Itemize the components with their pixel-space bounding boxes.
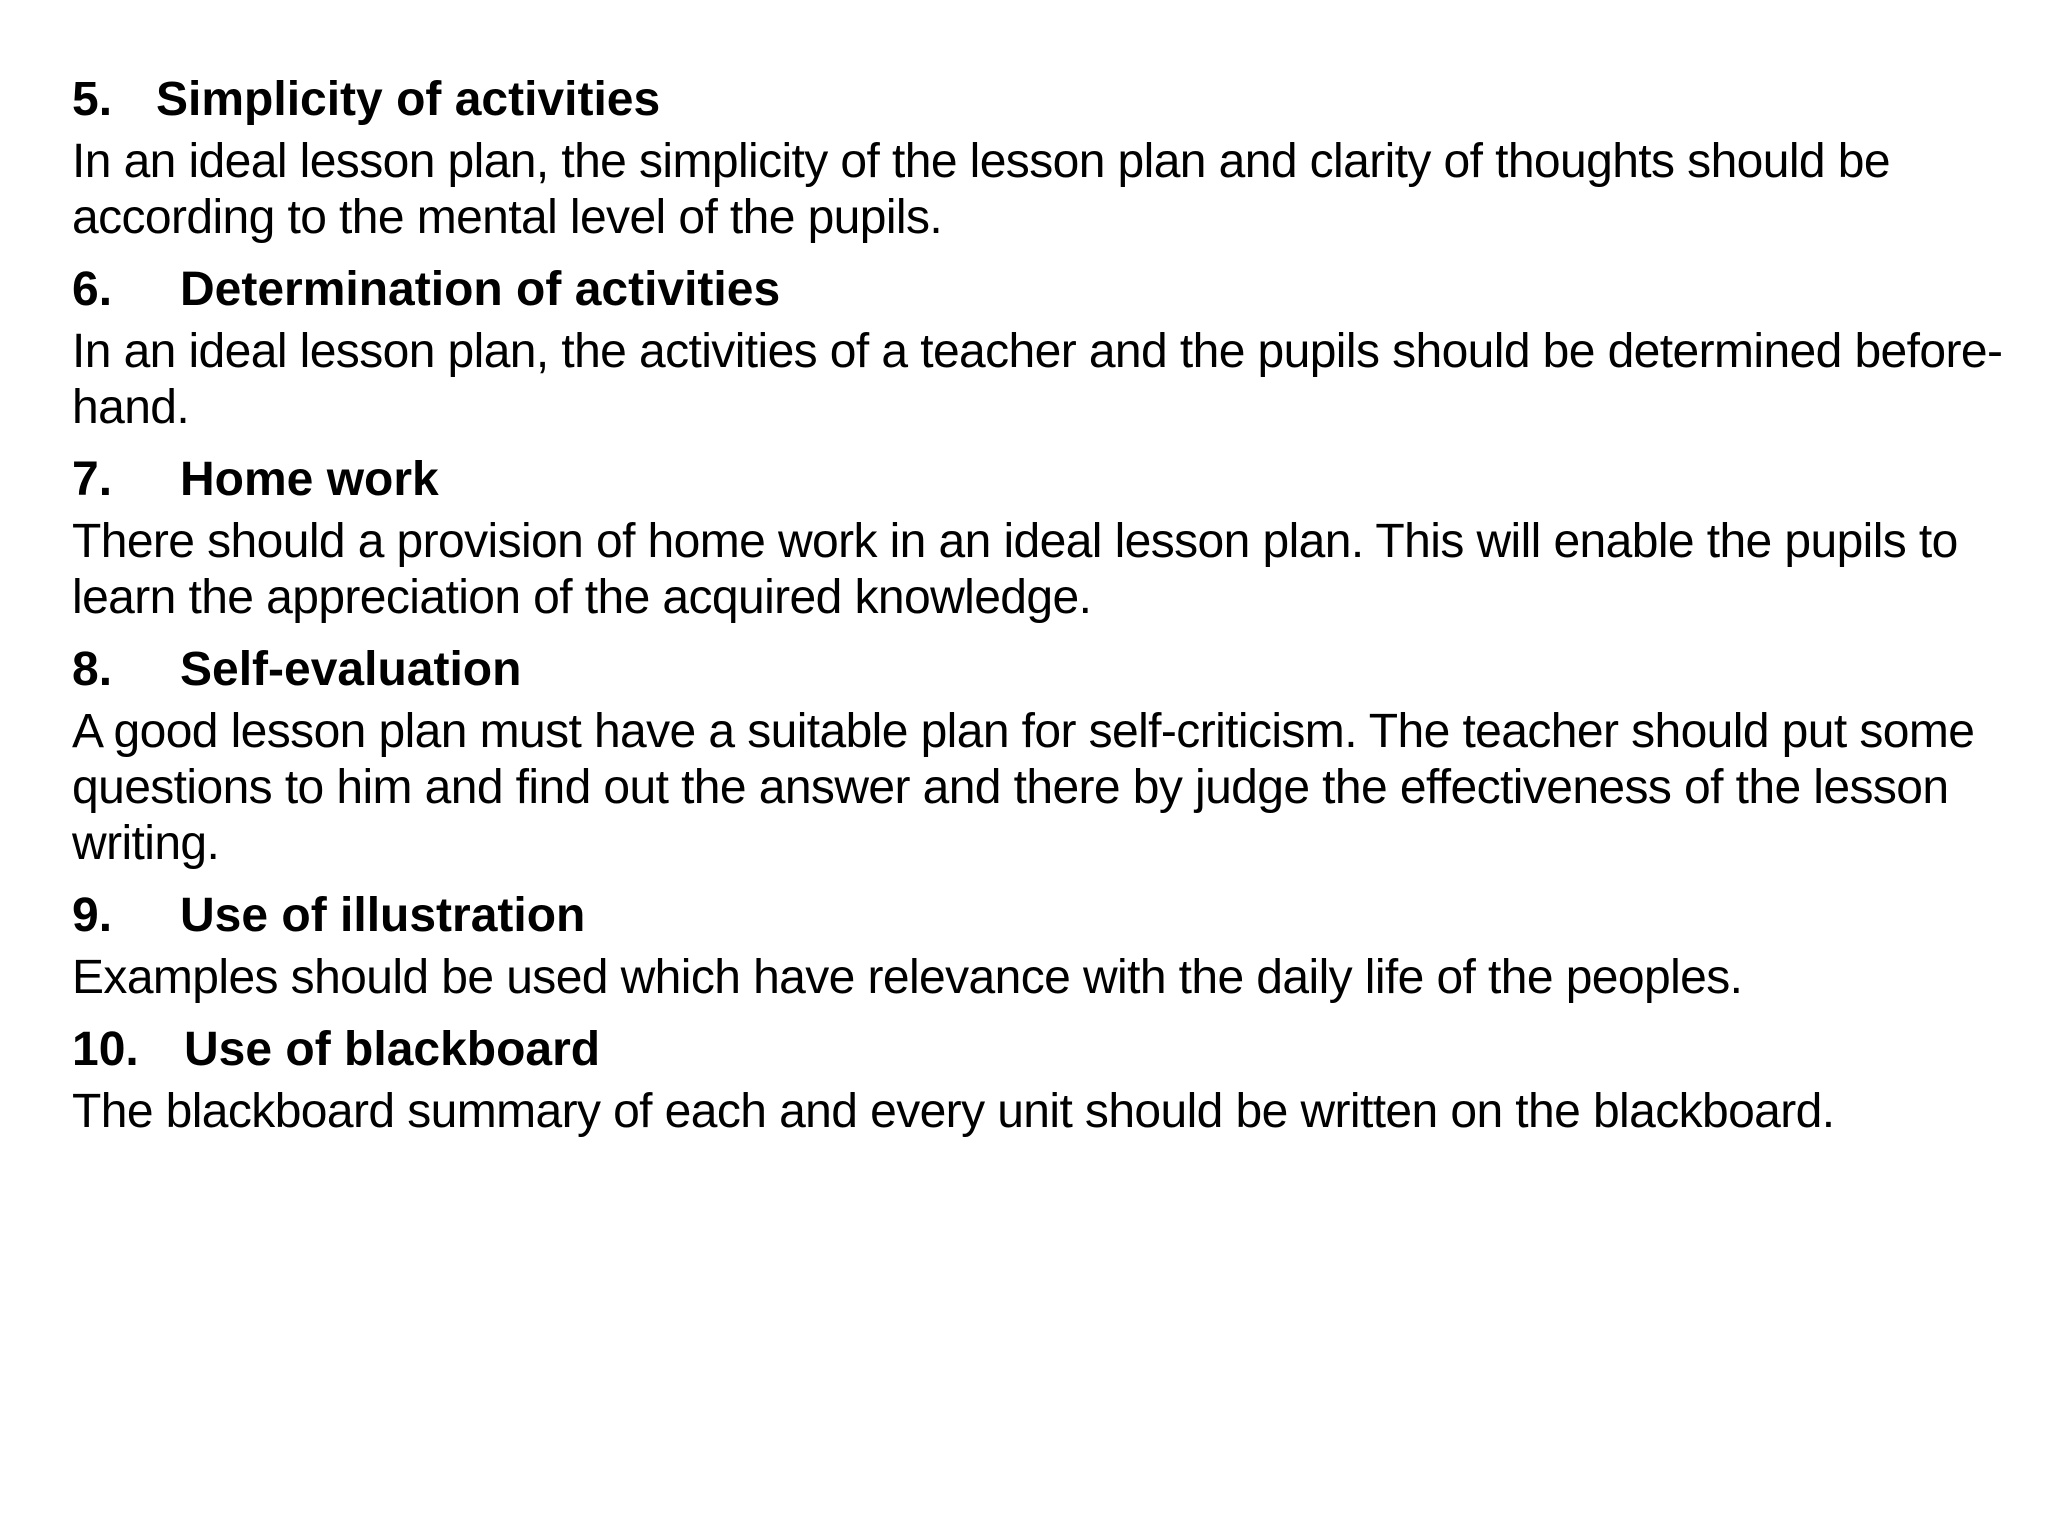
item-number: 5.: [72, 73, 113, 126]
item-title: Home work: [180, 453, 439, 506]
list-item-self-evaluation: [72, 640, 2012, 872]
item-title: Use of illustration: [180, 889, 586, 942]
item-number: 8.: [72, 643, 113, 696]
item-description: The blackboard summary of each and every unit should be written on the blackboard.: [72, 1085, 1835, 1138]
item-title: Self-evaluation: [180, 643, 522, 696]
item-number: 9.: [72, 889, 113, 942]
item-title: Use of blackboard: [184, 1023, 601, 1076]
item-description: In an ideal lesson plan, the activities of a teacher and the pupils should be determined before-hand.: [72, 325, 2003, 434]
list-item-home-work: [72, 450, 2012, 626]
list-item-illustration: [72, 886, 2012, 1006]
item-heading: [72, 450, 2012, 510]
slide-content: [72, 70, 2012, 1154]
item-title: Determination of activities: [180, 263, 781, 316]
item-number: 6.: [72, 263, 113, 316]
list-item-blackboard: [72, 1020, 2012, 1140]
item-heading: [72, 260, 2012, 320]
item-heading: [72, 1020, 2012, 1080]
list-item-determination: [72, 260, 2012, 436]
item-title: Simplicity of activities: [156, 73, 661, 126]
item-description: Examples should be used which have relevance with the daily life of the peoples.: [72, 951, 1743, 1004]
list-item-simplicity: [72, 70, 2012, 246]
item-number: 10.: [72, 1023, 139, 1076]
item-heading: [72, 70, 2012, 130]
item-description: In an ideal lesson plan, the simplicity of the lesson plan and clarity of thoughts should be according to the mental level of the pupils.: [72, 135, 1890, 244]
item-heading: [72, 886, 2012, 946]
item-description: A good lesson plan must have a suitable plan for self-criticism. The teacher should put some questions to him and find out the answer and there by judge the effectiveness of the lesson writing.: [72, 705, 1975, 870]
item-description: There should a provision of home work in an ideal lesson plan. This will enable the pupils to learn the appreciation of the acquired knowledge.: [72, 515, 1958, 624]
item-number: 7.: [72, 453, 113, 506]
item-heading: [72, 640, 2012, 700]
